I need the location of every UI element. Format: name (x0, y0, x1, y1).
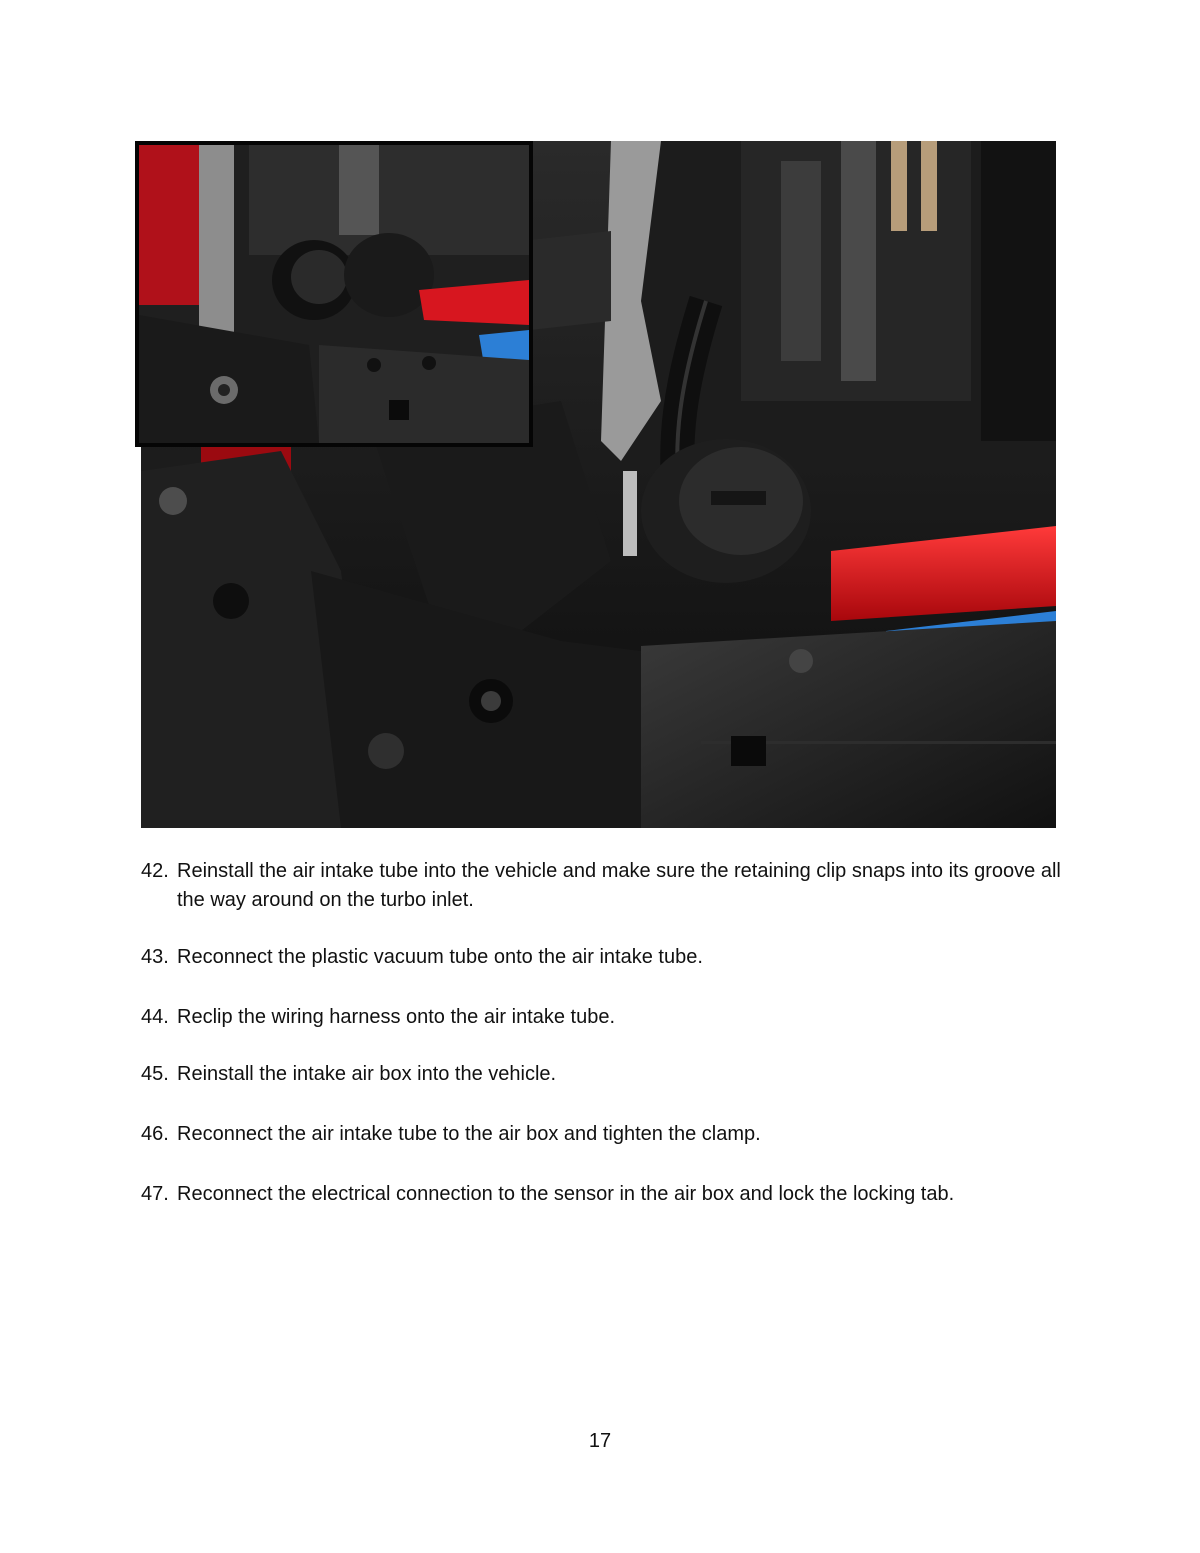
list-item (141, 1060, 556, 1089)
step-text: Reconnect the electrical connection to the sensor in the air box and lock the locking tab. (177, 1183, 955, 1205)
step-number: 44. (141, 1006, 169, 1028)
inset-photo (135, 141, 533, 447)
list-item (141, 1180, 954, 1209)
inset-illustration (139, 145, 529, 443)
step-text: Reconnect the plastic vacuum tube onto the air intake tube. (177, 946, 703, 968)
page-number: 17 (588, 1430, 612, 1452)
list-item (141, 1120, 761, 1149)
list-item (141, 857, 1061, 915)
step-text: Reinstall the intake air box into the vehicle. (177, 1063, 557, 1085)
step-number: 46. (141, 1123, 169, 1145)
step-number: 47. (141, 1183, 169, 1205)
step-text: Reinstall the air intake tube into the vehicle and make sure the retaining clip snaps into its groove all the way around on the turbo inlet. (177, 860, 1061, 911)
list-item (141, 1003, 615, 1032)
step-number: 42. (141, 860, 169, 882)
list-item (141, 943, 703, 972)
step-number: 45. (141, 1063, 169, 1085)
step-text: Reclip the wiring harness onto the air intake tube. (177, 1006, 616, 1028)
step-number: 43. (141, 946, 169, 968)
step-text: Reconnect the air intake tube to the air box and tighten the clamp. (177, 1123, 761, 1145)
